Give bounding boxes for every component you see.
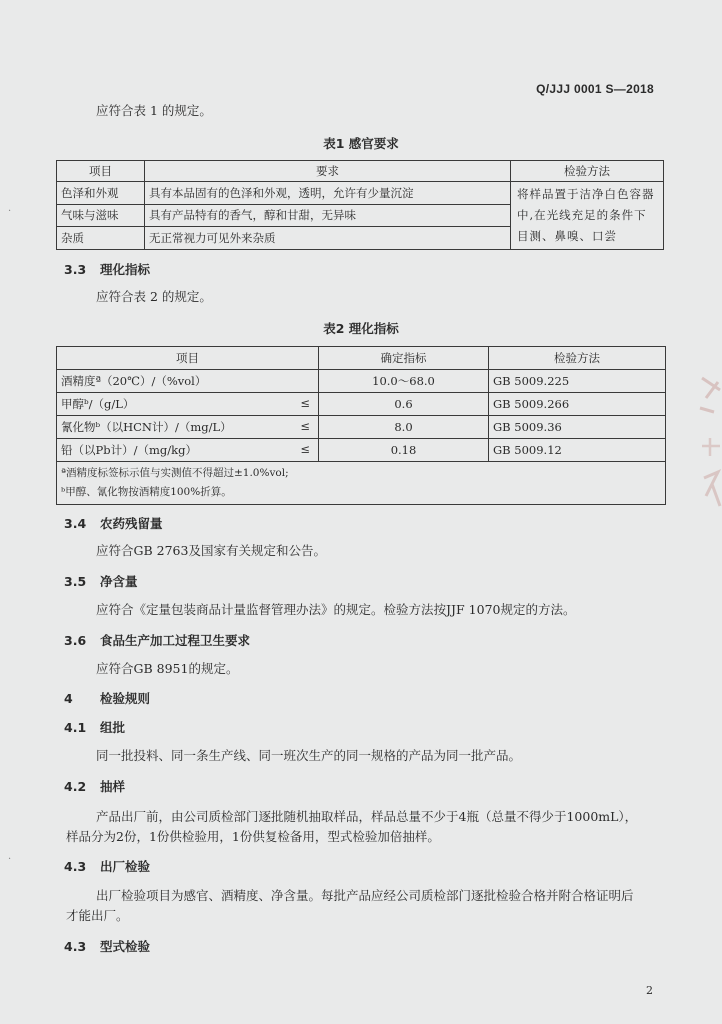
- item-label: 甲醇ᵇ/（g/L）: [61, 397, 135, 411]
- table-notes: [57, 462, 666, 505]
- section-number: 4: [64, 691, 73, 706]
- section-number: 3.4: [64, 516, 87, 531]
- section-number: 3.3: [64, 262, 87, 277]
- physicochemical-table: [56, 346, 666, 505]
- page-number: 2: [646, 984, 653, 997]
- table-row: [57, 370, 666, 393]
- header-cell: 确定指标: [319, 347, 489, 370]
- method-cell: GB 5009.266: [489, 393, 666, 416]
- item-cell: [57, 416, 319, 439]
- section-3-3-text: 应符合表 2 的规定。: [96, 289, 212, 304]
- scan-mark: ·: [8, 854, 12, 865]
- value-cell: 0.18: [319, 439, 489, 462]
- section-title: 净含量: [100, 574, 138, 589]
- section-4-3-heading: [64, 857, 150, 875]
- section-title: 理化指标: [100, 262, 151, 277]
- section-3-4-text: 应符合GB 2763及国家有关规定和公告。: [96, 543, 326, 558]
- section-4-1-heading: [64, 718, 125, 736]
- requirement-cell: 无正常视力可见外来杂质: [145, 227, 511, 250]
- table-header-row: [57, 347, 666, 370]
- header-cell: 要求: [145, 161, 511, 182]
- comparison-symbol: ≤: [300, 442, 310, 456]
- item-cell: [57, 393, 319, 416]
- section-title: 食品生产加工过程卫生要求: [100, 633, 251, 648]
- section-number: 4.3: [64, 939, 87, 954]
- scan-mark: ·: [8, 206, 12, 217]
- method-cell: GB 5009.36: [489, 416, 666, 439]
- table2-caption: 表2 理化指标: [323, 321, 399, 336]
- requirement-cell: 具有产品特有的香气，醇和甘甜，无异味: [145, 204, 511, 227]
- section-title: 抽样: [100, 779, 126, 794]
- item-label: 铅（以Pb计）/（mg/kg）: [61, 443, 197, 457]
- section-4-2-line1: 产品出厂前，由公司质检部门逐批随机抽取样品，样品总量不少于4瓶（总量不得少于1000mL），: [96, 809, 638, 824]
- section-3-5-heading: [64, 572, 138, 590]
- table-row: [57, 182, 664, 205]
- item-label: 酒精度ª（20℃）/（%vol）: [61, 374, 207, 388]
- section-3-5-text: 应符合《定量包装商品计量监督管理办法》的规定。检验方法按JJF 1070规定的方法。: [96, 602, 576, 617]
- sensory-table: [56, 160, 664, 250]
- section-4-2-line2: 样品分为2份，1份供检验用，1份供复检备用，型式检验加倍抽样。: [66, 829, 440, 844]
- header-cell: 检验方法: [489, 347, 666, 370]
- section-title: 组批: [100, 720, 126, 735]
- item-cell: [57, 370, 319, 393]
- section-3-4-heading: [64, 514, 163, 532]
- section-number: 4.2: [64, 779, 87, 794]
- stamp-graphic: [692, 368, 722, 518]
- table-row: [57, 393, 666, 416]
- section-4-2-heading: [64, 777, 125, 795]
- document-code: Q/JJJ 0001 S—2018: [536, 82, 654, 96]
- section-title: 检验规则: [100, 691, 151, 706]
- section-title: 出厂检验: [100, 859, 151, 874]
- header-cell: 项目: [57, 161, 145, 182]
- section-number: 3.6: [64, 633, 87, 648]
- note-b: ᵇ甲醇、氰化物按酒精度100%折算。: [61, 486, 232, 498]
- item-cell: 杂质: [57, 227, 145, 250]
- section-4-1-text: 同一批投料、同一条生产线、同一班次生产的同一规格的产品为同一批产品。: [96, 748, 522, 763]
- requirement-cell: 具有本品固有的色泽和外观，透明，允许有少量沉淀: [145, 182, 511, 205]
- table-notes-row: [57, 462, 666, 505]
- item-cell: 气味与滋味: [57, 204, 145, 227]
- section-number: 4.1: [64, 720, 87, 735]
- value-cell: 0.6: [319, 393, 489, 416]
- section-title: 型式检验: [100, 939, 151, 954]
- comparison-symbol: ≤: [300, 419, 310, 433]
- section-3-3-heading: [64, 260, 150, 278]
- section-4-3-line1: 出厂检验项目为感官、酒精度、净含量。每批产品应经公司质检部门逐批检验合格并附合格证明后: [96, 888, 634, 903]
- table-row: [57, 439, 666, 462]
- method-cell: GB 5009.225: [489, 370, 666, 393]
- item-label: 氰化物ᵇ（以HCN计）/（mg/L）: [61, 420, 232, 434]
- header-cell: 检验方法: [511, 161, 664, 182]
- intro-text: 应符合表 1 的规定。: [96, 103, 212, 118]
- section-4-3-line2: 才能出厂。: [66, 908, 129, 923]
- table-header-row: [57, 161, 664, 182]
- table1-caption: 表1 感官要求: [323, 136, 399, 151]
- value-cell: 8.0: [319, 416, 489, 439]
- header-cell: 项目: [57, 347, 319, 370]
- section-3-6-text: 应符合GB 8951的规定。: [96, 661, 239, 676]
- value-cell: 10.0～68.0: [319, 370, 489, 393]
- section-title: 农药残留量: [100, 516, 163, 531]
- red-seal-stamp-fragment: [692, 368, 722, 518]
- section-3-6-heading: [64, 631, 250, 649]
- section-number: 3.5: [64, 574, 87, 589]
- item-cell: [57, 439, 319, 462]
- table-row: [57, 416, 666, 439]
- note-a: ª酒精度标签标示值与实测值不得超过±1.0%vol;: [61, 467, 289, 479]
- item-cell: 色泽和外观: [57, 182, 145, 205]
- section-4-heading: [64, 689, 150, 707]
- section-number: 4.3: [64, 859, 87, 874]
- method-cell: 将样品置于洁净白色容器中,在光线充足的条件下目测、鼻嗅、口尝: [511, 182, 664, 250]
- method-cell: GB 5009.12: [489, 439, 666, 462]
- comparison-symbol: ≤: [300, 396, 310, 410]
- section-4-3-type-heading: [64, 937, 150, 955]
